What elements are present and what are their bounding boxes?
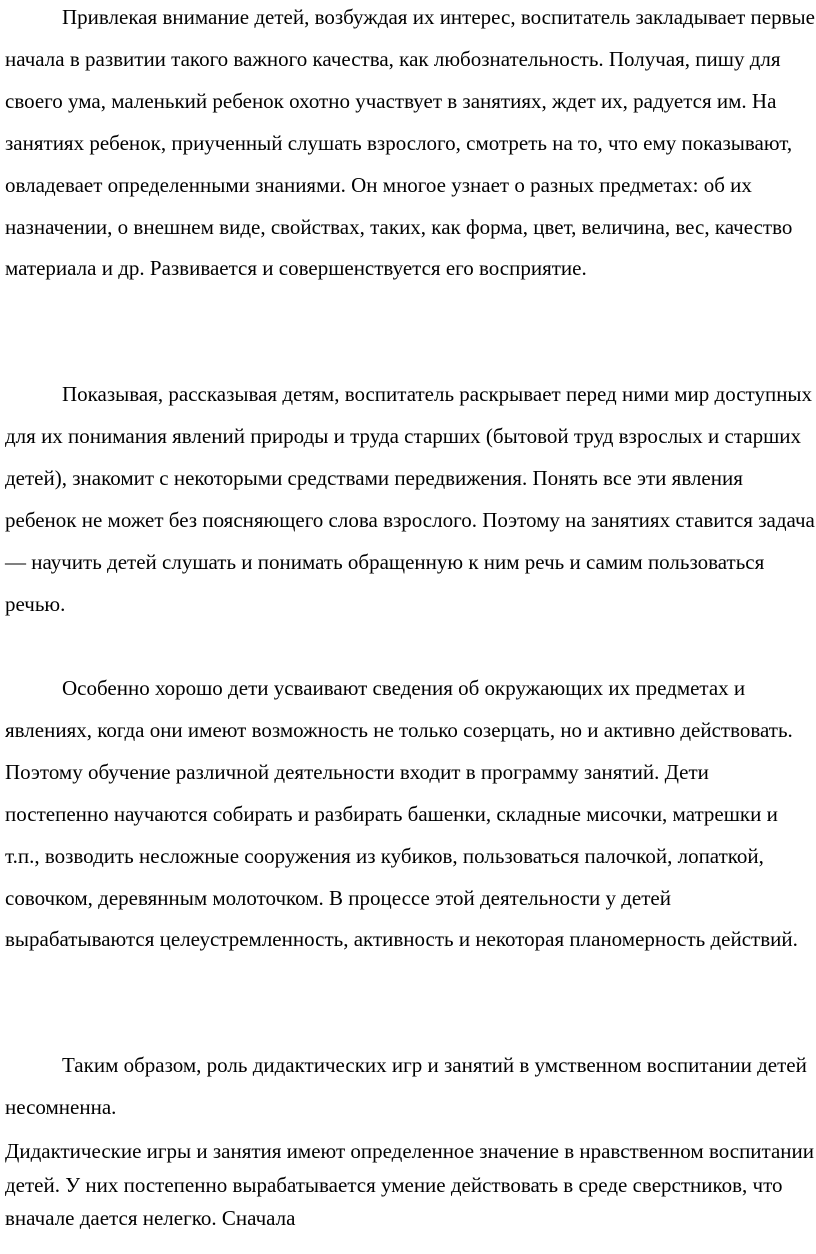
paragraph-conclusion: Таким образом, роль дидактических игр и занятий в умственном воспитании детей несомненна.	[5, 1053, 807, 1119]
paragraph-explaining-world: Показывая, рассказывая детям, воспитатель раскрывает перед ними мир доступных для их понимания явлений природы и труда старших (бытовой труд взрослых и старших детей), знакомит с некоторыми средствами передвижения. Понять все эти явления ребенок не может без поясняющего слова взрослого. Поэтому на занятиях ставится задача — научить детей слушать и понимать обращенную к ним речь и самим пользоваться речью.	[5, 382, 815, 616]
paragraph-activity-learning: Особенно хорошо дети усваивают сведения об окружающих их предметах и явлениях, когда они имеют возможность не только созерцать, но и активно действовать. Поэтому обучение различной деятельности входит в программу занятий. Дети постепенно научаются собирать и разбирать башенки, складные мисочки, матрешки и т.п., возводить несложные сооружения из кубиков, пользоваться палочкой, лопаткой, совочком, деревянным молоточком. В процессе этой деятельности у детей вырабатываются целеустремленность, активность и некоторая планомерность действий.	[5, 676, 798, 952]
paragraph-moral-education: Дидактические игры и занятия имеют определенное значение в нравственном воспитании детей. У них постепенно вырабатывается умение действовать в среде сверстников, что вначале дается нелегко. Сначала	[5, 1139, 815, 1230]
paragraph-curiosity: Привлекая внимание детей, возбуждая их интерес, воспитатель закладывает первые начала в развитии такого важного качества, как любознательность. Получая, пишу для своего ума, маленький ребенок охотно участвует в занятиях, ждет их, радуется им. На занятиях ребенок, приученный слушать взрослого, смотреть на то, что ему показывают, овладевает определенными знаниями. Он многое узнает о разных предметах: об их назначении, о внешнем виде, свойствах, таких, как форма, цвет, величина, вес, качество материала и др. Развивается и совершенствуется его восприятие.	[5, 5, 815, 281]
